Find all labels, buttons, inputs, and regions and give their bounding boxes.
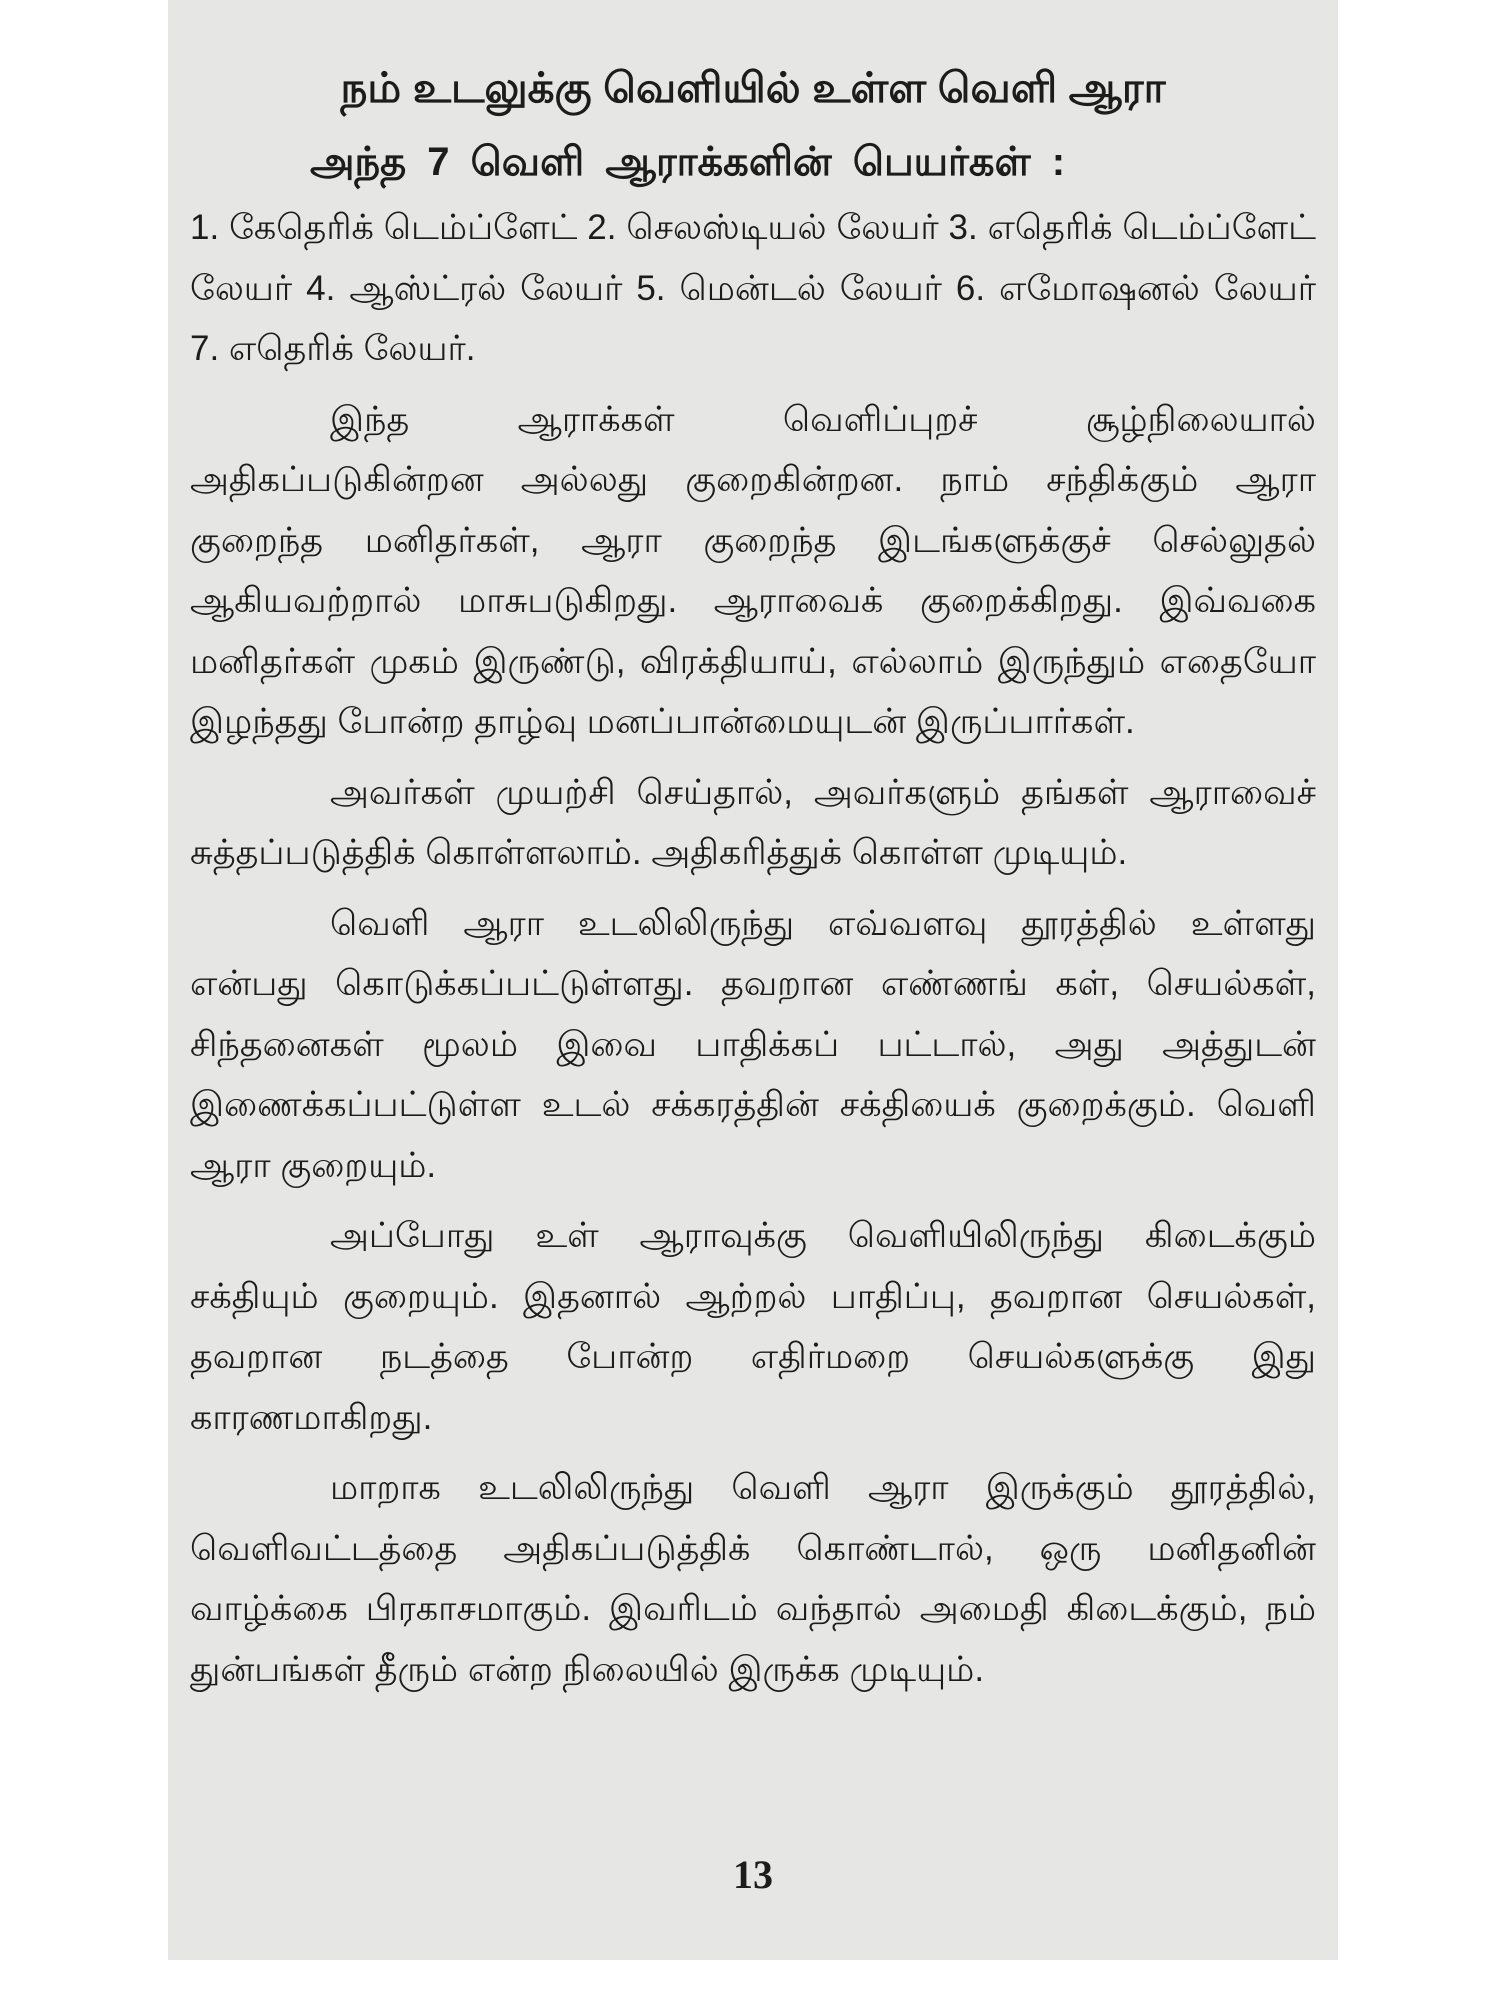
paragraph-aura-environment: இந்த ஆராக்கள் வெளிப்புறச் சூழ்நிலையால் அதிகப்படுகின்றன அல்லது குறைகின்றன. நாம் சந்திக்கும் ஆரா குறைந்த மனிதர்கள், ஆரா குறைந்த இடங்களுக்குச் செல்லுதல் ஆகியவற்றால் மாசுபடுகிறது. ஆராவைக் குறைக்கிறது. இவ்வகை மனிதர்கள் முகம் இருண்டு, விரக்தியாய், எல்லாம் இருந்தும் எதையோ இழந்தது போன்ற தாழ்வு மனப்பான்மையுடன் இருப்பார்கள். [190,399,1316,741]
section-subtitle: அந்த 7 வெளி ஆராக்களின் பெயர்கள் : [310,140,1066,184]
page-number: 13 [733,1852,773,1897]
book-page [168,0,1338,1960]
paragraph-aura-distance: வெளி ஆரா உடலிலிருந்து எவ்வளவு தூரத்தில் உள்ளது என்பது கொடுக்கப்பட்டுள்ளது. தவறான எண்ணங் கள், செயல்கள், சிந்தனைகள் மூலம் இவை பாதிக்கப் பட்டால், அது அத்துடன் இணைக்கப்பட்டுள்ள உடல் சக்கரத்தின் சக்தியைக் குறைக்கும். வெளி ஆரா குறையும். [190,903,1316,1185]
page-title: நம் உடலுக்கு வெளியில் உள்ள வெளி ஆரா [340,64,1166,111]
paragraph-aura-names: 1. கேதெரிக் டெம்ப்ளேட் 2. செலஸ்டியல் லேயர் 3. எதெரிக் டெம்ப்ளேட் லேயர் 4. ஆஸ்ட்ரல் லேயர் 5. மென்டல் லேயர் 6. எமோஷனல் லேயர் 7. எதெரிக் லேயர். [190,208,1316,368]
paragraph-aura-energy: அப்போது உள் ஆராவுக்கு வெளியிலிருந்து கிடைக்கும் சக்தியும் குறையும். இதனால் ஆற்றல் பாதிப்பு, தவறான செயல்கள், தவறான நடத்தை போன்ற எதிர்மறை செயல்களுக்கு இது காரணமாகிறது. [190,1216,1316,1437]
paragraph-aura-bright-life: மாறாக உடலிலிருந்து வெளி ஆரா இருக்கும் தூரத்தில், வெளிவட்டத்தை அதிகப்படுத்திக் கொண்டால், ஒரு மனிதனின் வாழ்க்கை பிரகாசமாகும். இவரிடம் வந்தால் அமைதி கிடைக்கும், நம் துன்பங்கள் தீரும் என்ற நிலையில் இருக்க முடியும். [190,1468,1316,1689]
paragraph-aura-purify: அவர்கள் முயற்சி செய்தால், அவர்களும் தங்கள் ஆராவைச் சுத்தப்படுத்திக் கொள்ளலாம். அதிகரித்துக் கொள்ள முடியும். [190,772,1316,872]
